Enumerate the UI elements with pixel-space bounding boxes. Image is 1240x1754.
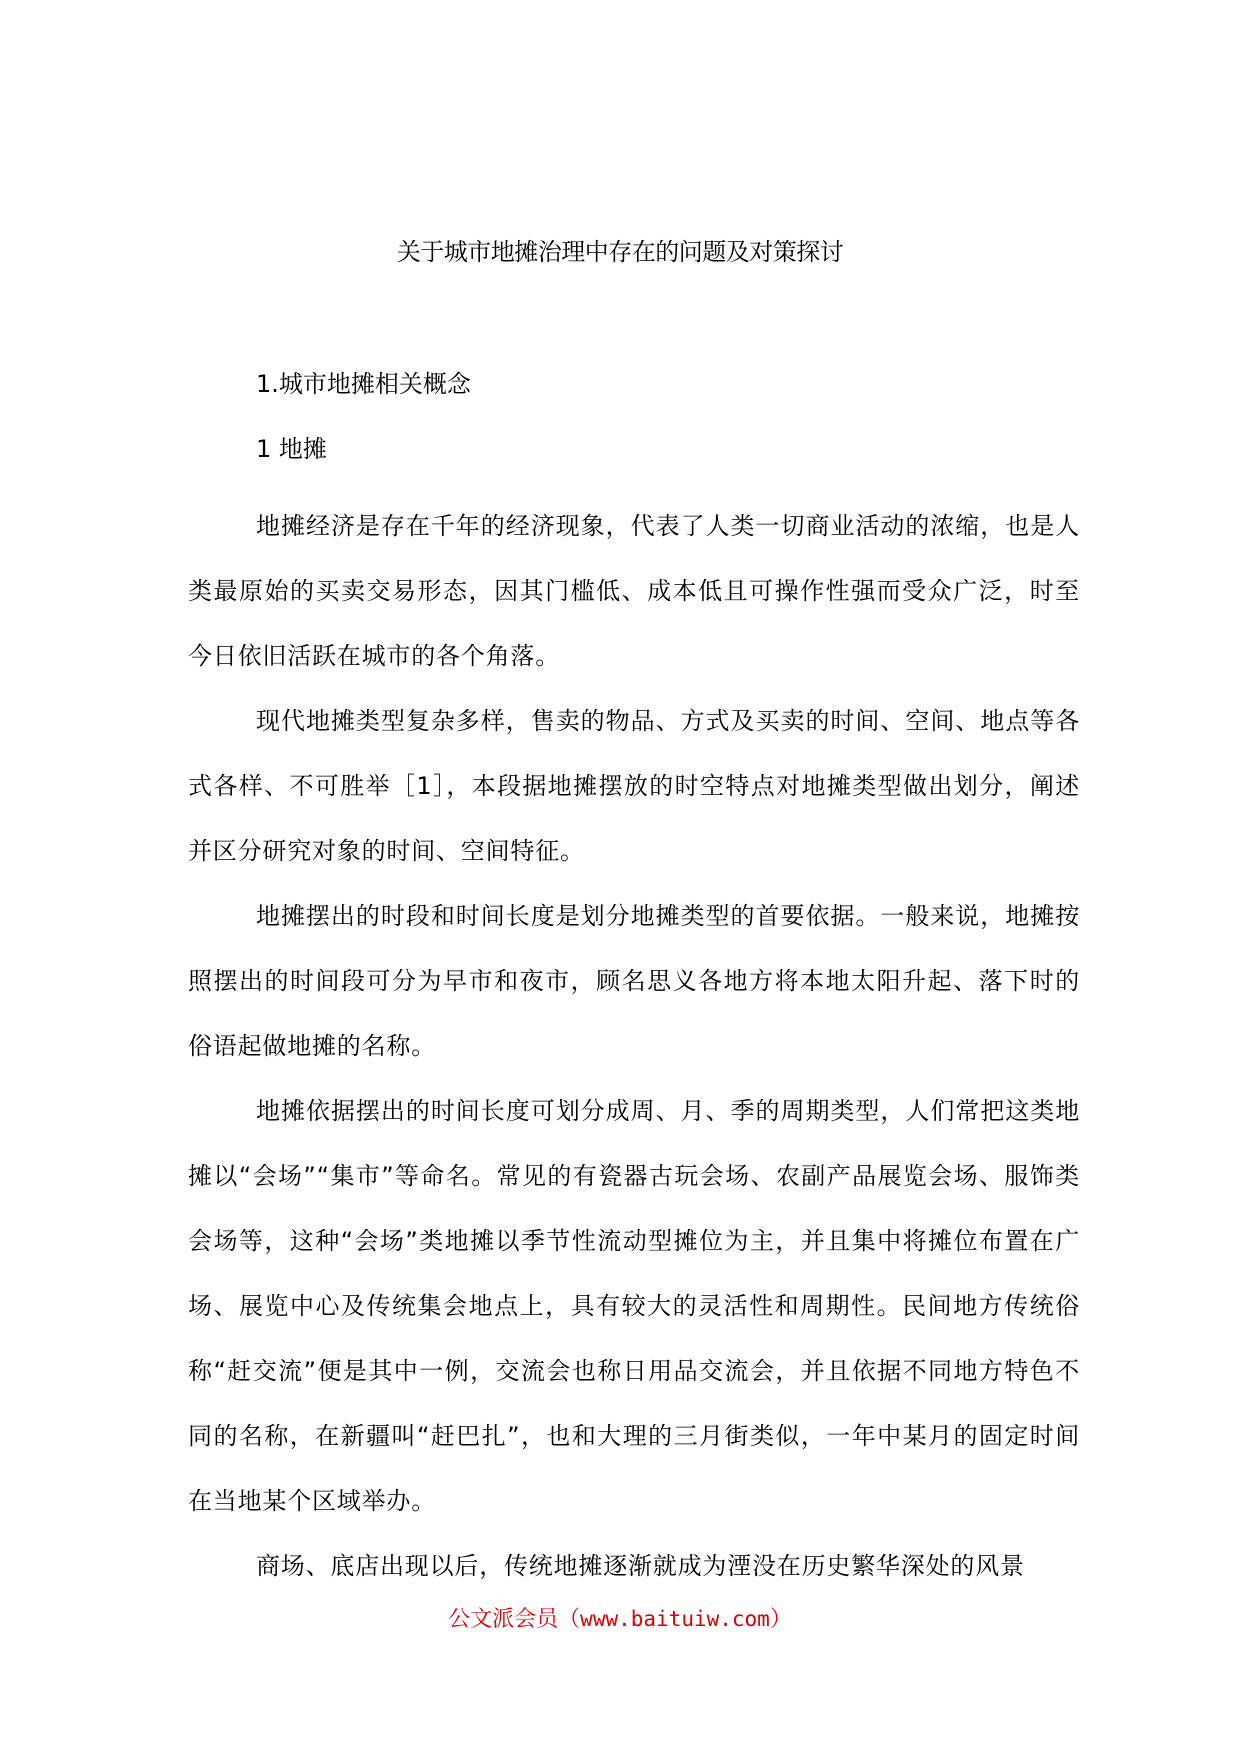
document-title: 关于城市地摊治理中存在的问题及对策探讨 <box>396 238 844 266</box>
footer-label: 公文派会员 <box>448 1607 559 1632</box>
paragraph-2: 现代地摊类型复杂多样，售卖的物品、方式及买卖的时间、空间、地点等各式各样、不可胜举［1］，本段据地摊摆放的时空特点对地摊类型做出划分，阐述并区分研究对象的时间、空间特征。 <box>188 707 1080 865</box>
paragraph-5: 商场、底店出现以后，传统地摊逐渐就成为湮没在历史繁华深处的风景 <box>256 1552 1025 1580</box>
footer-watermark <box>0 1604 1240 1635</box>
section-heading: 1.城市地摊相关概念 <box>256 370 471 398</box>
paragraph-4: 地摊依据摆出的时间长度可划分成周、月、季的周期类型，人们常把这类地摊以“会场”“集市”等命名。常见的有瓷器古玩会场、农副产品展览会场、服饰类会场等，这种“会场”类地摊以季节性流动型摊位为主，并且集中将摊位布置在广场、展览中心及传统集会地点上，具有较大的灵活性和周期性。民间地方传统俗称“赶交流”便是其中一例，交流会也称日用品交流会，并且依据不同地方特色不同的名称，在新疆叫“赶巴扎”，也和大理的三月街类似，一年中某月的固定时间在当地某个区域举办。 <box>188 1097 1080 1515</box>
footer-url-link[interactable]: www.baituiw.com <box>580 1607 770 1631</box>
subsection-heading: 1 地摊 <box>256 435 327 463</box>
paragraph-3: 地摊摆出的时段和时间长度是划分地摊类型的首要依据。一般来说，地摊按照摆出的时间段可分为早市和夜市，顾名思义各地方将本地太阳升起、落下时的俗语起做地摊的名称。 <box>188 902 1080 1060</box>
body-text <box>188 494 1080 1599</box>
footer-close-paren: ） <box>769 1607 792 1632</box>
paragraph-1: 地摊经济是存在千年的经济现象，代表了人类一切商业活动的浓缩，也是人类最原始的买卖交易形态，因其门槛低、成本低且可操作性强而受众广泛，时至今日依旧活跃在城市的各个角落。 <box>188 512 1080 670</box>
footer-open-paren: （ <box>558 1607 581 1632</box>
